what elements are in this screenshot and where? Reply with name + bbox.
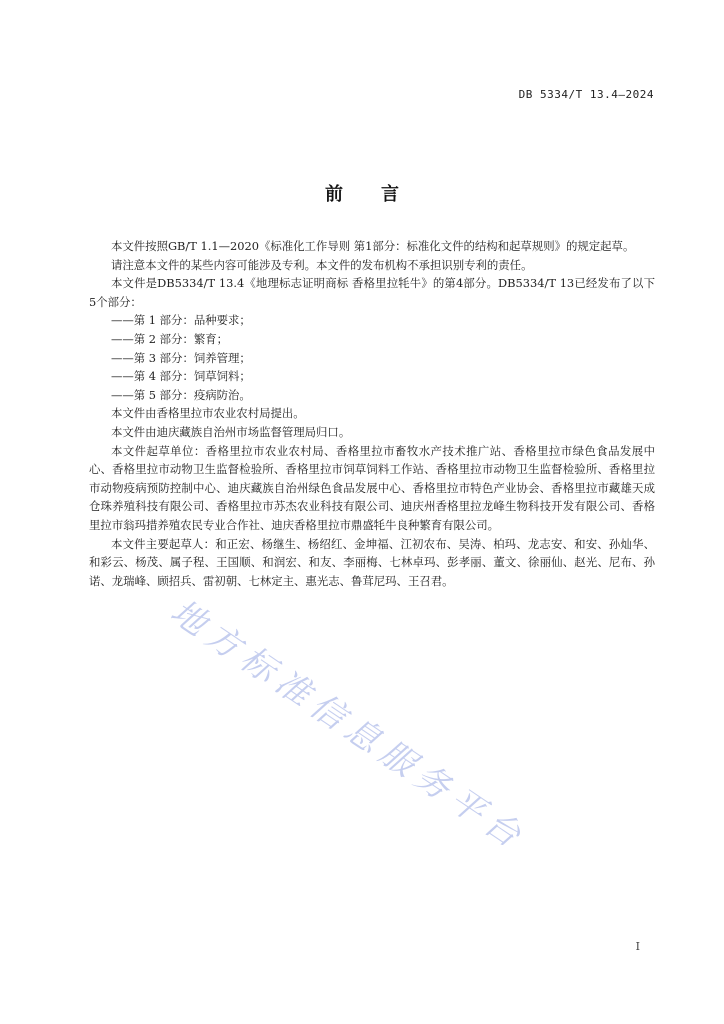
list-item: ——第 3 部分：饲养管理； [111, 350, 251, 365]
list-item: ——第 2 部分：繁育； [111, 331, 229, 346]
paragraph-proposer: 本文件由香格里拉市农业农村局提出。 [111, 406, 305, 421]
page-number: I [635, 940, 640, 953]
page-title: 前言 [325, 184, 437, 205]
paragraph-drafters: 本文件主要起草人：和正宏、杨继生、杨绍红、金坤福、江初农布、吴涛、柏玛、龙志安、和安、孙灿华、和彩云、杨茂、属子程、王国顺、和润宏、和友、李丽梅、七林卓玛、彭孝丽、董文、徐丽仙、赵光、尼布、孙诺、龙瑞峰、顾招兵、雷初朝、七林定主、惠光志、鲁茸尼玛、王召君。 [89, 536, 655, 588]
list-item: ——第 5 部分：疫病防治。 [111, 387, 251, 402]
list-item: ——第 1 部分：品种要求； [111, 313, 251, 328]
paragraph-parts-intro: 本文件是DB5334/T 13.4《地理标志证明商标 香格里拉牦牛》的第4部分。DB5334/T 13已经发布了以下5个部分： [89, 276, 655, 309]
watermark: 地方标准信息服务平台 [163, 591, 534, 860]
paragraph-administrator: 本文件由迪庆藏族自治州市场监督管理局归口。 [111, 424, 351, 439]
list-item: ——第 4 部分：饲草饲料； [111, 369, 251, 384]
foreword-body [89, 237, 655, 590]
paragraph-patent-notice: 请注意本文件的某些内容可能涉及专利。本文件的发布机构不承担识别专利的责任。 [111, 257, 533, 272]
document-code: DB 5334/T 13.4—2024 [518, 88, 654, 101]
paragraph-drafting-rules: 本文件按照GB/T 1.1—2020《标准化工作导则 第1部分：标准化文件的结构和起草规则》的规定起草。 [111, 239, 635, 253]
paragraph-drafting-units: 本文件起草单位：香格里拉市农业农村局、香格里拉市畜牧水产技术推广站、香格里拉市绿色食品发展中心、香格里拉市动物卫生监督检验所、香格里拉市饲草饲料工作站、香格里拉市动物卫生监督检验所、香格里拉市动物疫病预防控制中心、迪庆藏族自治州绿色食品发展中心、香格里拉市特色产业协会、香格里拉市藏雄天成仓珠养殖科技有限公司、香格里拉市苏杰农业科技有限公司、迪庆州香格里拉龙峰生物科技开发有限公司、香格里拉市翁玛措养殖农民专业合作社、迪庆香格里拉市鼎盛牦牛良种繁育有限公司。 [89, 443, 655, 532]
